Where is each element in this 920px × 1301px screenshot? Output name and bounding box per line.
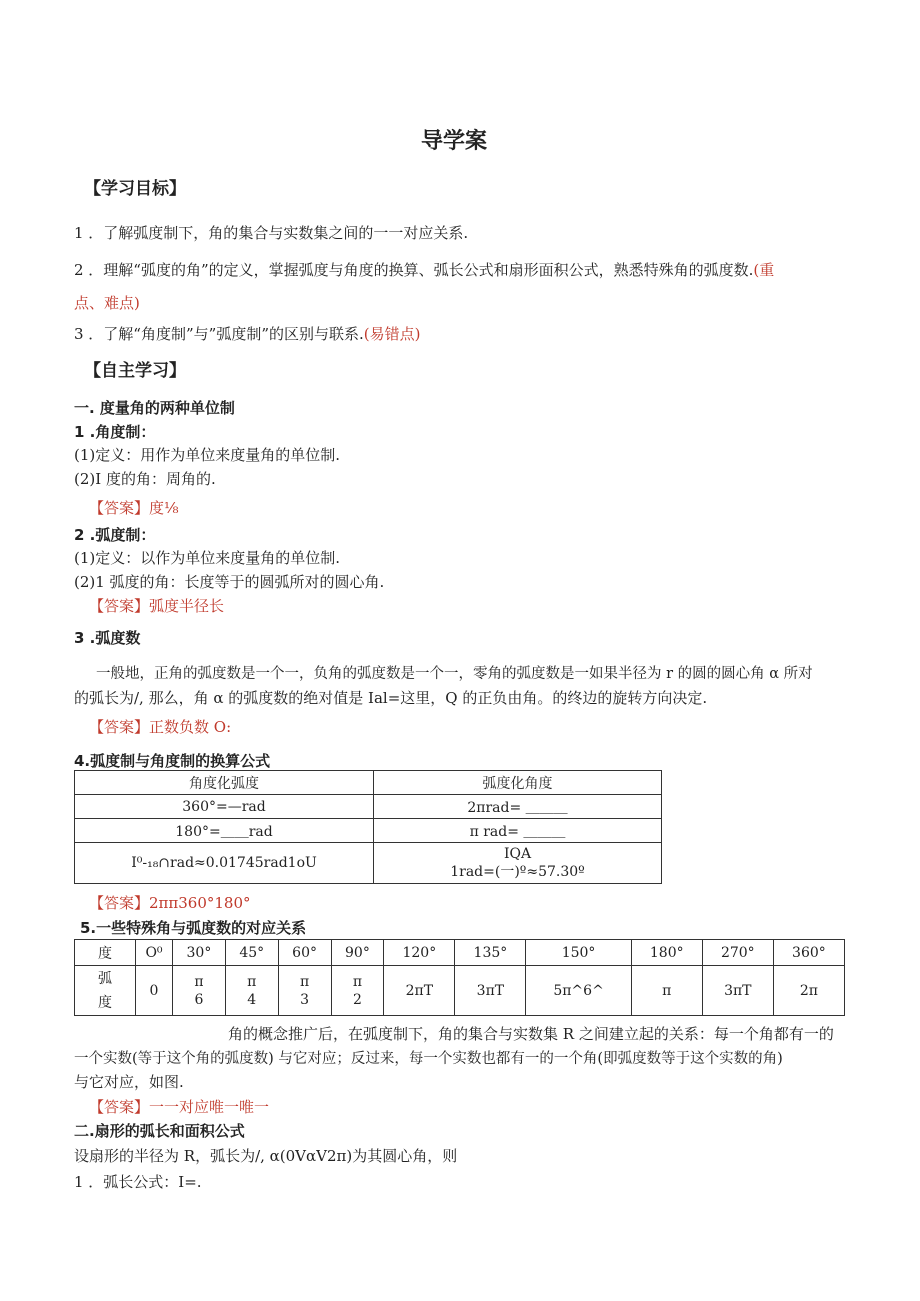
special-deg: 270° bbox=[702, 940, 773, 966]
special-rad-label-bottom: 度 bbox=[98, 994, 112, 1011]
special-rad-den: 2 bbox=[352, 991, 362, 1008]
part2-item-1: 1 ．弧长公式：I=. bbox=[74, 1173, 202, 1191]
p3-title: 3 .弧度数 bbox=[74, 629, 141, 647]
goals-heading: 【学习目标】 bbox=[84, 179, 186, 199]
goal-item-2-tag-cont: 点、难点) bbox=[74, 294, 140, 312]
p2-title: 2 .弧度制： bbox=[74, 526, 156, 544]
p3-line-1: 一般地，正角的弧度数是一个一，负角的弧度数是一个一，零角的弧度数是一如果半径为 r 的圆的圆心角 α 所对 bbox=[96, 666, 813, 682]
special-rad bbox=[173, 966, 226, 1016]
special-deg: 120° bbox=[384, 940, 455, 966]
p5-text-3: 与它对应，如图. bbox=[74, 1073, 184, 1091]
p2-answer: 【答案】弧度半径长 bbox=[89, 597, 225, 615]
special-deg: 30° bbox=[173, 940, 226, 966]
goal-item-3-tag: (易错点) bbox=[363, 325, 421, 343]
special-deg-label: 度 bbox=[75, 940, 136, 966]
conversion-r3-right-top: IQA bbox=[503, 846, 532, 862]
special-rad: 5π^6^ bbox=[526, 966, 631, 1016]
conversion-r2-left: 180°=＿＿rad bbox=[75, 819, 374, 843]
conversion-header-left: 角度化弧度 bbox=[75, 771, 374, 795]
goal-item-1: 1 ．了解弧度制下，角的集合与实数集之间的一一对应关系. bbox=[74, 224, 469, 242]
part1-heading: 一. 度量角的两种单位制 bbox=[74, 399, 235, 417]
special-rad: 0 bbox=[136, 966, 173, 1016]
special-deg: 150° bbox=[526, 940, 631, 966]
special-deg: 180° bbox=[631, 940, 702, 966]
self-study-heading: 【自主学习】 bbox=[84, 361, 186, 381]
special-deg: 135° bbox=[455, 940, 526, 966]
conversion-header-right: 弧度化角度 bbox=[374, 771, 662, 795]
special-rad-label bbox=[75, 966, 136, 1016]
special-rad bbox=[331, 966, 384, 1016]
special-rad-num: π bbox=[247, 973, 257, 990]
p1-definition: (1)定义：用作为单位来度量角的单位制. bbox=[74, 446, 341, 464]
conversion-r1-right: 2πrad= ＿＿＿ bbox=[374, 795, 662, 819]
part2-heading: 二.扇形的弧长和面积公式 bbox=[74, 1122, 245, 1140]
p1-answer: 【答案】度⅛ bbox=[89, 499, 179, 517]
special-rad-num: π bbox=[299, 973, 310, 990]
p2-radian: (2)1 弧度的角：长度等于的圆弧所对的圆心角. bbox=[74, 573, 385, 591]
conversion-table bbox=[74, 770, 662, 884]
special-deg: 60° bbox=[278, 940, 331, 966]
special-rad-label-top: 弧 bbox=[98, 970, 112, 987]
special-deg: O⁰ bbox=[136, 940, 173, 966]
conversion-r2-right: π rad= ＿＿＿ bbox=[374, 819, 662, 843]
part2-text: 设扇形的半径为 R，弧长为/, α(0VαV2π)为其圆心角，则 bbox=[74, 1147, 458, 1165]
goal-item-3 bbox=[74, 323, 420, 344]
p1-title: 1 .角度制： bbox=[74, 423, 156, 441]
special-rad: 3πT bbox=[702, 966, 773, 1016]
page-title: 导学案 bbox=[421, 129, 488, 154]
goal-item-2-tag: (重 bbox=[753, 261, 775, 279]
conversion-r3-right bbox=[374, 843, 662, 884]
p2-definition: (1)定义：以作为单位来度量角的单位制. bbox=[74, 549, 341, 567]
special-rad-num: π bbox=[194, 973, 204, 990]
conversion-r1-left: 360°=—rad bbox=[75, 795, 374, 819]
p5-text-1: 角的概念推广后，在弧度制下，角的集合与实数集 R 之间建立起的关系：每一个角都有一的 bbox=[228, 1025, 834, 1043]
p5-answer: 【答案】一一对应唯一唯一 bbox=[89, 1098, 270, 1116]
special-angle-table bbox=[74, 939, 845, 1016]
p4-answer: 【答案】2ππ360°180° bbox=[89, 894, 251, 912]
goal-item-2-text: 2 ．理解“弧度的角”的定义，掌握弧度与角度的换算、弧长公式和扇形面积公式，熟悉特殊角的弧度数. bbox=[74, 261, 754, 279]
special-rad: 3πT bbox=[455, 966, 526, 1016]
special-deg: 90° bbox=[331, 940, 384, 966]
special-rad: 2π bbox=[773, 966, 844, 1016]
p3-answer: 【答案】正数负数 O: bbox=[89, 718, 232, 736]
p1-degree: (2)I 度的角：周角的. bbox=[74, 470, 216, 488]
conversion-r3-left: I⁰-₁₈∩rad≈0.01745rad1oU bbox=[75, 843, 374, 884]
p5-text-2: 一个实数(等于这个角的弧度数) 与它对应；反过来，每一个实数也都有一的一个角(即弧度数等于这个实数的角) bbox=[74, 1051, 783, 1067]
p5-title: 5.一些特殊角与弧度数的对应关系 bbox=[80, 919, 307, 937]
special-deg: 45° bbox=[225, 940, 278, 966]
special-rad: π bbox=[631, 966, 702, 1016]
special-deg: 360° bbox=[773, 940, 844, 966]
special-rad-den: 3 bbox=[300, 991, 310, 1008]
goal-item-3-text: 3 ．了解“角度制”与”弧度制”的区别与联系. bbox=[74, 325, 364, 343]
special-rad bbox=[225, 966, 278, 1016]
p4-title: 4.弧度制与角度制的换算公式 bbox=[74, 752, 271, 770]
special-rad: 2πT bbox=[384, 966, 455, 1016]
conversion-r3-right-bottom: 1rad=(一)º≈57.30º bbox=[450, 864, 585, 880]
goal-item-2 bbox=[74, 259, 774, 280]
special-rad-num: π bbox=[352, 973, 363, 990]
special-rad bbox=[278, 966, 331, 1016]
p3-line-2: 的弧长为/, 那么，角 α 的弧度数的绝对值是 Ial=这里，Q 的正负由角。的终边的旋转方向决定. bbox=[74, 689, 708, 707]
special-rad-den: 4 bbox=[247, 991, 257, 1008]
special-rad-den: 6 bbox=[194, 991, 204, 1008]
